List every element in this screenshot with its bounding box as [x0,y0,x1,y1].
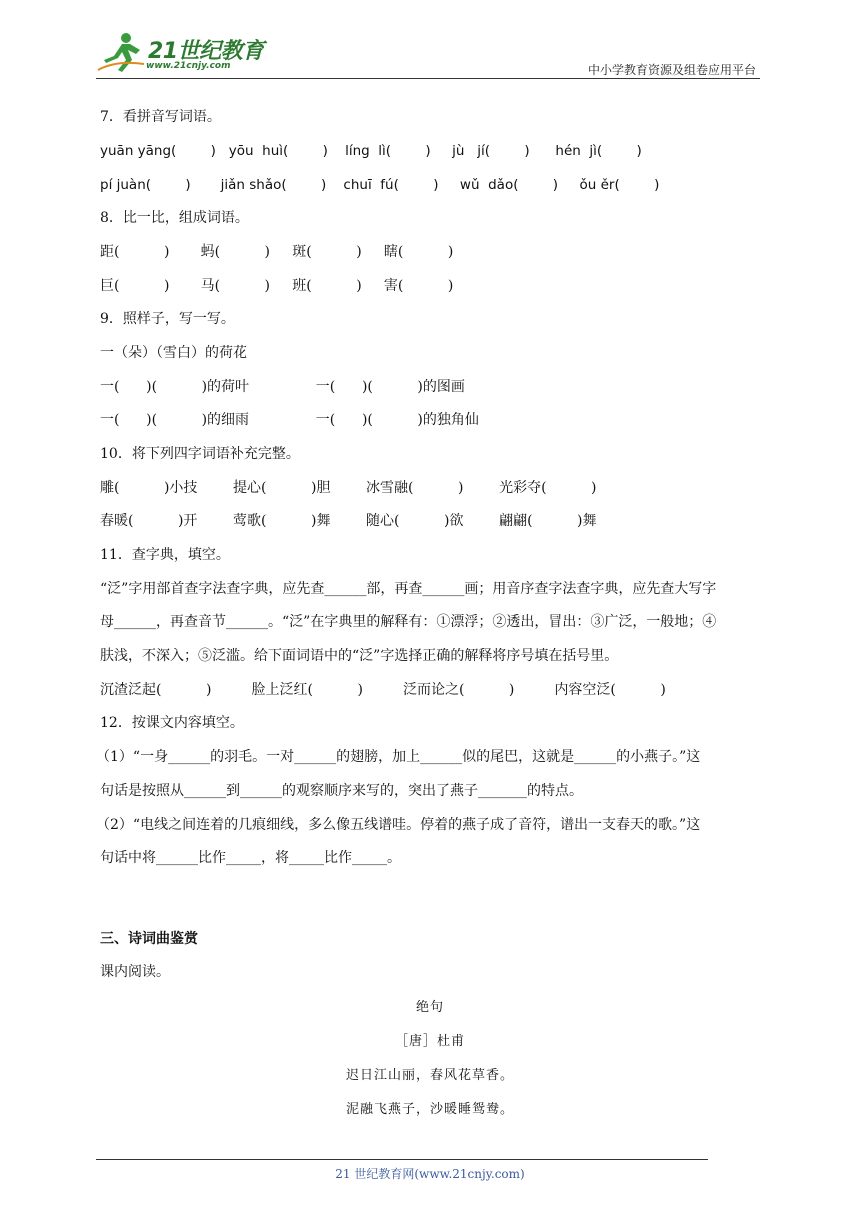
section-3-title: 三、诗词曲鉴赏 [100,931,198,947]
q12-part2-line2: 句话中将______比作_____，将_____比作_____。 [100,850,401,866]
question-10-title: 10．将下列四字词语补充完整。 [100,446,300,462]
imitate-row-2: 一( )( )的细雨 一( )( )的独角仙 [100,412,479,428]
q12-part1-line1: （1）“一身______的羽毛。一对______的翅膀，加上______似的尾巴，这就是______的小燕子。”这 [96,749,701,765]
question-8-title: 8．比一比，组成词语。 [100,210,249,226]
pinyin-row-2: pí juàn( ) jiǎn shǎo( ) chuī fú( ) wǔ dǎo( ) ǒu ěr( ) [100,177,660,193]
dictionary-text-3: 肤浅，不深入；⑤泛滥。给下面词语中的“泛”字选择正确的解释将序号填在括号里。 [100,648,619,664]
compare-row-2: 巨( ) 马( ) 班( ) 害( ) [100,278,454,294]
compare-row-1: 距( ) 蚂( ) 斑( ) 瞎( ) [100,244,454,260]
footer-divider [96,1159,708,1160]
section-3-intro: 课内阅读。 [100,964,170,980]
poem-line-2: 泥融飞燕子，沙暖睡鸳鸯。 [345,1102,514,1117]
imitate-row-1: 一( )( )的荷叶 一( )( )的图画 [100,379,465,395]
poem-line-1: 迟日江山丽，春风花草香。 [345,1068,514,1083]
dictionary-text-1: “泛”字用部首查字法查字典，应先查______部，再查______画；用音序查字法查字典，应先查大写字 [100,581,717,597]
footer-link[interactable]: 21 世纪教育网(www.21cnjy.com) [335,1167,525,1181]
question-11-title: 11．查字典，填空。 [100,547,230,563]
poem-author: ［唐］杜甫 [394,1034,465,1049]
logo-url: www.21cnjy.com [146,61,231,71]
logo-brand: 21世纪教育 [148,39,264,64]
idiom-row-2: 春暖( )开 莺歌( )舞 随心( )欲 翩翩( )舞 [100,513,597,529]
page-header [96,30,760,79]
dictionary-text-2: 母______，再查音节______。“泛”在字典里的解释有：①漂浮；②透出，冒出：③广泛，一般地；④ [100,614,717,630]
q12-part1-line2: 句话是按照从______到______的观察顺序来写的，突出了燕子_______的特点。 [100,783,583,799]
question-7-title: 7．看拼音写词语。 [100,109,221,125]
fan-words-row: 沉渣泛起( ) 脸上泛红( ) 泛而论之( ) 内容空泛( ) [100,682,666,698]
question-9-title: 9．照样子，写一写。 [100,311,235,327]
logo [96,30,266,76]
q12-part2-line1: （2）“电线之间连着的几痕细线，多么像五线谱哇。停着的燕子成了音符，谱出一支春天的歌。”这 [96,817,701,833]
question-12-title: 12．按课文内容填空。 [100,715,244,731]
idiom-row-1: 雕( )小技 提心( )胆 冰雪融( ) 光彩夺( ) [100,480,597,496]
pinyin-row-1: yuān yāng( ) yōu huì( ) líng lì( ) jù jí( ) hén jì( ) [100,143,642,159]
example-line: 一（朵）（雪白）的荷花 [100,345,247,361]
runner-logo-icon [96,30,148,74]
header-platform-title: 中小学教育资源及组卷应用平台 [587,63,756,77]
poem-title: 绝句 [415,1000,444,1015]
